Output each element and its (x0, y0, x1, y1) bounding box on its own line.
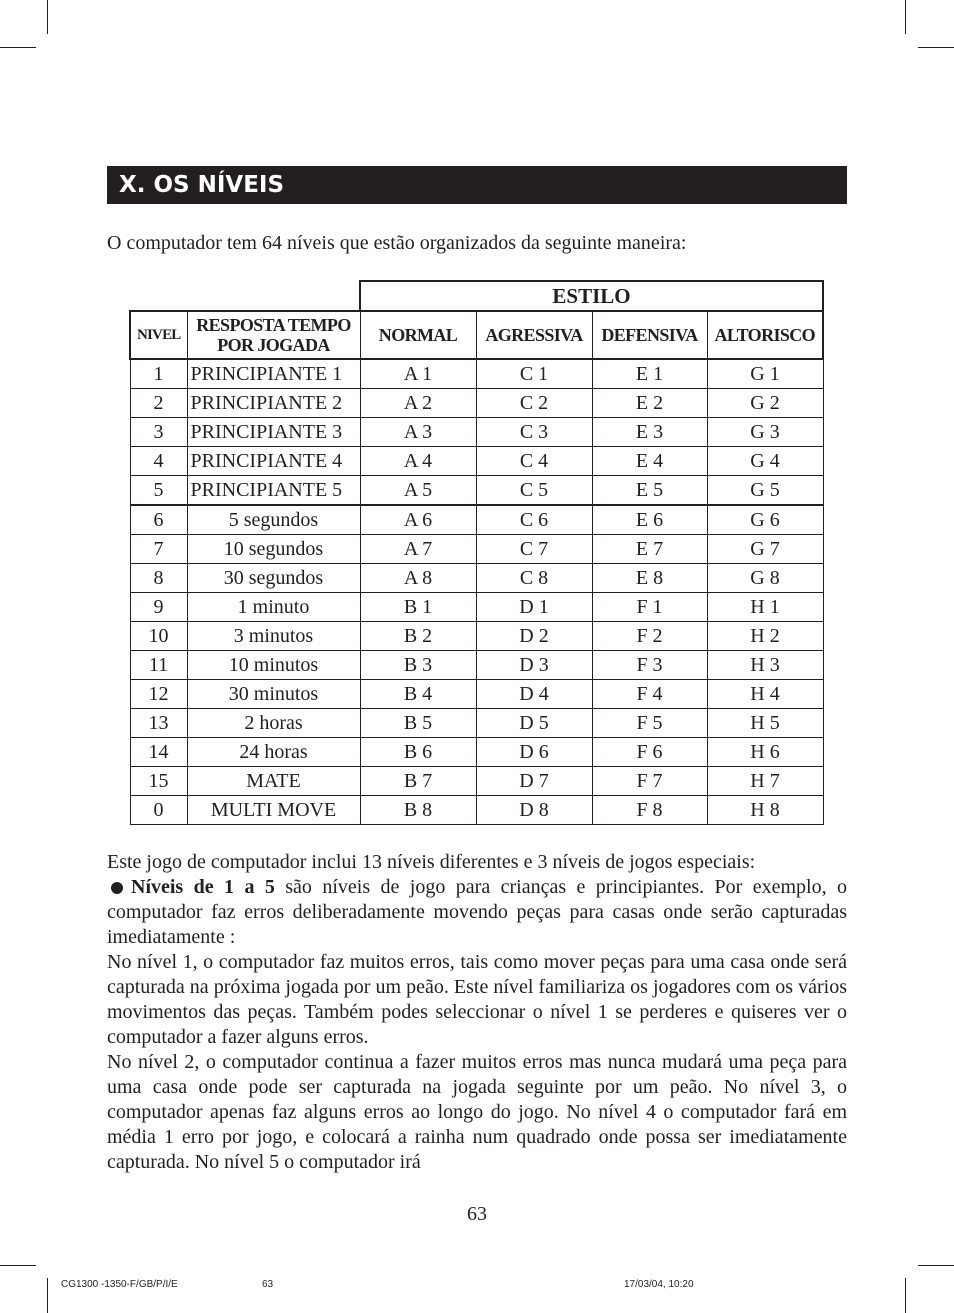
table-cell: E 5 (592, 476, 707, 506)
table-row (130, 622, 823, 651)
table-cell: G 8 (707, 564, 823, 593)
table-cell: 15 (130, 767, 187, 796)
table-cell: 24 horas (187, 738, 360, 767)
footer-page: 63 (262, 1279, 274, 1290)
table-cell: MULTI MOVE (187, 796, 360, 825)
table-cell: A 4 (360, 447, 476, 476)
table-cell: D 7 (476, 767, 592, 796)
table-row (130, 767, 823, 796)
table-cell: 13 (130, 709, 187, 738)
header-nivel: NIVEL (130, 311, 187, 359)
footer-doc-code: CG1300 -1350-F/GB/P/I/E (61, 1279, 178, 1290)
crop-mark (0, 47, 36, 48)
table-row (130, 680, 823, 709)
table-cell: D 5 (476, 709, 592, 738)
table-row (130, 447, 823, 476)
body-paragraph: No nível 2, o computador continua a fazer muitos erros mas nunca mudará uma peça para uma casa onde pode ser capturada na jogada seguinte por um peão. No nível 3, o computador apenas faz alguns erros ao longo do jogo. No nível 4 o computador fará em média 1 erro por jogo, e colocará a rainha num quadrado onde possa ser imediatamente capturada. No nível 5 o computador irá (107, 1051, 847, 1173)
table-cell: A 6 (360, 505, 476, 535)
table-cell: D 1 (476, 593, 592, 622)
table-cell: PRINCIPIANTE 5 (187, 476, 360, 506)
table-cell: H 3 (707, 651, 823, 680)
table-cell: B 8 (360, 796, 476, 825)
crop-mark (47, 0, 48, 34)
table-row (130, 796, 823, 825)
table-row (130, 359, 823, 389)
table-cell: E 2 (592, 389, 707, 418)
table-cell: PRINCIPIANTE 1 (187, 359, 360, 389)
table-cell: D 4 (476, 680, 592, 709)
table-cell: D 2 (476, 622, 592, 651)
section-title: X. OS NÍVEIS (107, 166, 847, 204)
crop-mark (918, 1265, 954, 1266)
table-cell: 2 (130, 389, 187, 418)
table-cell: H 4 (707, 680, 823, 709)
table-row (130, 505, 823, 535)
table-cell: H 1 (707, 593, 823, 622)
table-row (130, 535, 823, 564)
table-cell: 11 (130, 651, 187, 680)
table-cell: 14 (130, 738, 187, 767)
table-cell: G 5 (707, 476, 823, 506)
levels-table (129, 280, 824, 825)
table-row (130, 389, 823, 418)
table-cell: PRINCIPIANTE 3 (187, 418, 360, 447)
table-cell: B 1 (360, 593, 476, 622)
table-cell: 1 (130, 359, 187, 389)
table-cell: C 6 (476, 505, 592, 535)
table-cell: A 1 (360, 359, 476, 389)
table-cell: F 2 (592, 622, 707, 651)
table-header-row (130, 311, 823, 359)
table-row (130, 593, 823, 622)
table-row (130, 564, 823, 593)
table-cell: H 7 (707, 767, 823, 796)
table-row (130, 651, 823, 680)
table-cell: 1 minuto (187, 593, 360, 622)
table-cell: C 8 (476, 564, 592, 593)
table-cell: C 3 (476, 418, 592, 447)
table-cell: F 4 (592, 680, 707, 709)
table-row (130, 476, 823, 506)
table-cell: B 6 (360, 738, 476, 767)
table-cell: 2 horas (187, 709, 360, 738)
table-cell: C 7 (476, 535, 592, 564)
table-cell: 5 segundos (187, 505, 360, 535)
table-cell: B 2 (360, 622, 476, 651)
body-text (107, 850, 847, 1175)
table-cell: D 8 (476, 796, 592, 825)
table-cell: PRINCIPIANTE 4 (187, 447, 360, 476)
table-cell: 4 (130, 447, 187, 476)
table-cell: 10 (130, 622, 187, 651)
table-cell: H 5 (707, 709, 823, 738)
table-cell: 10 segundos (187, 535, 360, 564)
table-cell: G 1 (707, 359, 823, 389)
table-cell: G 2 (707, 389, 823, 418)
table-cell: H 6 (707, 738, 823, 767)
table-cell: H 2 (707, 622, 823, 651)
table-cell: 0 (130, 796, 187, 825)
body-paragraph: No nível 1, o computador faz muitos erros, tais como mover peças para uma casa onde será capturada na próxima jogada por um peão. Este nível familiariza os jogadores com os vários movimentos das peças. Também podes seleccionar o nível 1 se perderes e quiseres ver o computador a fazer alguns erros. (107, 951, 847, 1048)
table-cell: B 4 (360, 680, 476, 709)
header-altorisco: ALTORISCO (707, 311, 823, 359)
table-cell: A 8 (360, 564, 476, 593)
table-cell: B 7 (360, 767, 476, 796)
table-cell: E 7 (592, 535, 707, 564)
table-cell: D 6 (476, 738, 592, 767)
table-cell: 12 (130, 680, 187, 709)
table-cell: 30 minutos (187, 680, 360, 709)
table-cell: C 1 (476, 359, 592, 389)
page-number: 63 (467, 1203, 487, 1225)
table-cell: 7 (130, 535, 187, 564)
table-cell: G 6 (707, 505, 823, 535)
table-cell: 3 (130, 418, 187, 447)
crop-mark (905, 0, 906, 34)
table-cell: F 5 (592, 709, 707, 738)
header-normal: NORMAL (360, 311, 476, 359)
table-row (130, 418, 823, 447)
table-cell: 3 minutos (187, 622, 360, 651)
table-cell: F 7 (592, 767, 707, 796)
body-paragraph: Este jogo de computador inclui 13 níveis diferentes e 3 níveis de jogos especiais: (107, 851, 756, 873)
table-cell: G 3 (707, 418, 823, 447)
crop-mark (0, 1265, 36, 1266)
table-row (130, 709, 823, 738)
table-group-header-row (130, 281, 823, 311)
crop-mark (905, 1278, 906, 1313)
table-cell: 6 (130, 505, 187, 535)
header-resposta-tempo: RESPOSTA TEMPO POR JOGADA (187, 311, 360, 359)
estilo-header: ESTILO (360, 281, 823, 311)
table-cell: D 3 (476, 651, 592, 680)
table-cell: G 4 (707, 447, 823, 476)
crop-mark (47, 1278, 48, 1313)
table-cell: E 3 (592, 418, 707, 447)
table-cell: C 4 (476, 447, 592, 476)
table-cell: F 8 (592, 796, 707, 825)
table-cell: 30 segundos (187, 564, 360, 593)
table-cell: 9 (130, 593, 187, 622)
table-cell: MATE (187, 767, 360, 796)
footer-date: 17/03/04, 10:20 (624, 1279, 694, 1290)
table-cell: PRINCIPIANTE 2 (187, 389, 360, 418)
table-cell: H 8 (707, 796, 823, 825)
table-row (130, 738, 823, 767)
table-cell: G 7 (707, 535, 823, 564)
bullet-paragraph: Níveis de 1 a 5 são níveis de jogo para crianças e principiantes. Por exemplo, o computador faz erros deliberadamente movendo peças para casas onde serão capturadas imediatamente : (107, 876, 847, 948)
bullet-icon (111, 882, 123, 894)
table-cell: 5 (130, 476, 187, 506)
header-agressiva: AGRESSIVA (476, 311, 592, 359)
header-defensiva: DEFENSIVA (592, 311, 707, 359)
table-cell: C 2 (476, 389, 592, 418)
table-cell: E 1 (592, 359, 707, 389)
table-cell: A 2 (360, 389, 476, 418)
table-cell: F 6 (592, 738, 707, 767)
table-cell: E 6 (592, 505, 707, 535)
crop-mark (918, 47, 954, 48)
table-cell: E 8 (592, 564, 707, 593)
table-cell: E 4 (592, 447, 707, 476)
intro-text: O computador tem 64 níveis que estão organizados da seguinte maneira: (107, 232, 687, 254)
table-cell: C 5 (476, 476, 592, 506)
table-cell: F 1 (592, 593, 707, 622)
table-cell: A 5 (360, 476, 476, 506)
table-cell: B 3 (360, 651, 476, 680)
table-cell: 10 minutos (187, 651, 360, 680)
table-cell: F 3 (592, 651, 707, 680)
table-cell: 8 (130, 564, 187, 593)
table-cell: A 7 (360, 535, 476, 564)
table-cell: B 5 (360, 709, 476, 738)
table-cell: A 3 (360, 418, 476, 447)
